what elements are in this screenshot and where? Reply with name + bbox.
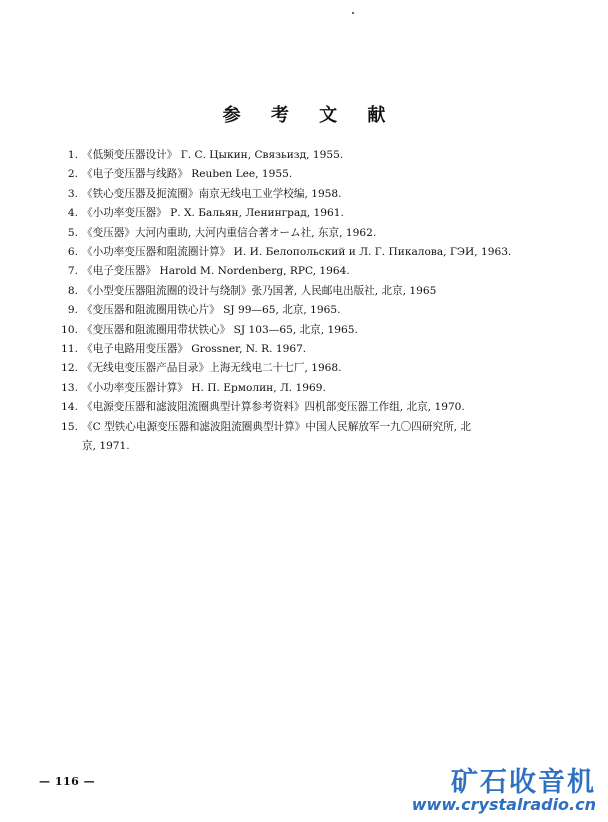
reference-text: 《变压器和阻流圈用铁心片》 SJ 99—65, 北京, 1965. <box>82 304 341 317</box>
page-title: 参 考 文 献 <box>222 105 398 126</box>
reference-item <box>56 204 556 223</box>
reference-number: 7. <box>67 265 78 278</box>
reference-item <box>56 224 556 243</box>
reference-text: 《电源变压器和滤波阻流圈典型计算参考资料》四机部变压器工作组, 北京, 1970. <box>82 401 465 414</box>
reference-number: 3. <box>67 187 78 200</box>
reference-item <box>56 301 556 320</box>
reference-item <box>56 282 556 301</box>
reference-item <box>56 146 556 165</box>
reference-item <box>56 243 556 262</box>
reference-text: 《无线电变压器产品目录》上海无线电二十七厂, 1968. <box>82 362 342 375</box>
watermark-url: www.crystalradio.cn <box>411 795 596 814</box>
reference-number: 8. <box>67 284 78 297</box>
reference-number: 15. <box>61 420 78 433</box>
reference-text: 《小型变压器阻流圈的设计与绕制》张乃国著, 人民邮电出版社, 北京, 1965 <box>82 284 437 297</box>
reference-text: 《变压器和阻流圈用带状铁心》 SJ 103—65, 北京, 1965. <box>82 323 358 336</box>
reference-item <box>56 379 556 398</box>
reference-text: 《C 型铁心电源变压器和滤波阻流圈典型计算》中国人民解放军一九〇四研究所, 北 <box>82 420 471 433</box>
reference-text: 《电子电路用变压器》 Grossner, N. R. 1967. <box>82 343 307 356</box>
reference-text: 《电子变压器》 Harold M. Nordenberg, RPC, 1964. <box>82 265 350 278</box>
reference-number: 12. <box>61 362 78 375</box>
reference-item <box>56 185 556 204</box>
reference-continuation: 京, 1971. <box>82 440 130 453</box>
reference-item <box>56 165 556 184</box>
scan-speck <box>352 12 354 14</box>
reference-item <box>56 321 556 340</box>
reference-text: 《小功率变压器和阻流圈计算》 И. И. Белопольский и Л. Г. Пикалова, ГЭИ, 1963. <box>82 246 512 259</box>
reference-text: 《变压器》大河内重助, 大河内重信合著オーム社, 东京, 1962. <box>82 226 377 239</box>
reference-number: 1. <box>67 149 78 161</box>
reference-number: 14. <box>61 401 78 414</box>
reference-item <box>56 262 556 281</box>
reference-text: 《铁心变压器及扼流圈》南京无线电工业学校编, 1958. <box>82 187 342 200</box>
reference-text: 《低频变压器设计》 Г. С. Цыкин, Связьизд, 1955. <box>82 149 344 161</box>
reference-text: 《小功率变压器》 Р. Х. Бальян, Ленинград, 1961. <box>82 207 344 220</box>
watermark-title: 矿石收音机 <box>451 767 596 798</box>
reference-number: 9. <box>67 304 78 317</box>
reference-item <box>56 418 556 457</box>
reference-text: 《小功率变压器计算》 Н. П. Ермолин, Л. 1969. <box>82 381 326 394</box>
reference-number: 5. <box>67 226 78 239</box>
reference-number: 4. <box>67 207 78 220</box>
reference-number: 2. <box>67 168 78 181</box>
reference-number: 6. <box>67 246 78 259</box>
reference-number: 11. <box>61 343 78 356</box>
reference-item <box>56 340 556 359</box>
page-number: — 116 — <box>39 775 96 788</box>
reference-number: 10. <box>61 323 78 336</box>
reference-list <box>56 146 556 457</box>
reference-item <box>56 398 556 417</box>
reference-number: 13. <box>61 381 78 394</box>
reference-item <box>56 359 556 378</box>
reference-text: 《电子变压器与线路》 Reuben Lee, 1955. <box>82 168 293 181</box>
